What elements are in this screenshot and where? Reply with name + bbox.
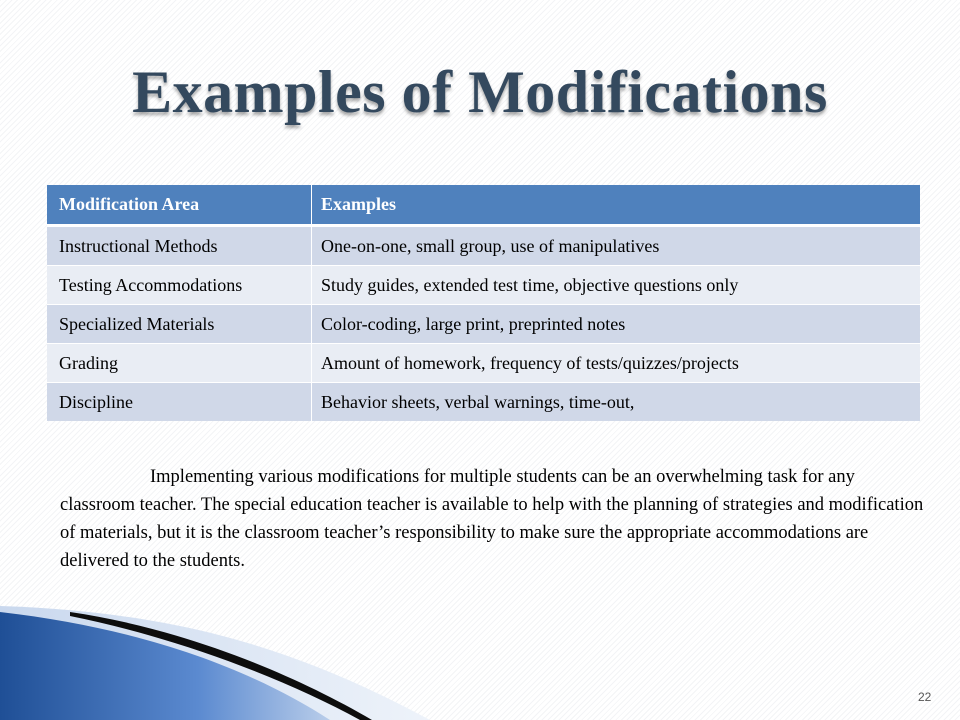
body-paragraph: Implementing various modifications for multiple students can be an overwhelming task for any classroom teacher. The special education teacher is available to help with the planning of strategies and modification of materials, but it is the classroom teacher’s responsibility to make sure the appropriate accommodations are delivered to the students. [60,467,924,571]
table-cell-area: Grading [47,343,311,382]
table-row [47,265,920,304]
slide-title: Examples of Modifications [132,59,828,125]
swoosh-dark-stroke [70,612,372,720]
table-header-row [47,185,920,226]
table-cell-area: Instructional Methods [47,226,311,265]
table-row [47,382,920,421]
table-cell-examples: Color-coding, large print, preprinted notes [311,304,920,343]
table-row [47,226,920,265]
table-cell-examples: Study guides, extended test time, objective questions only [311,265,920,304]
table-cell-area: Specialized Materials [47,304,311,343]
header-modification-area: Modification Area [47,185,311,226]
header-examples: Examples [311,185,920,226]
swoosh-blue-band [0,612,330,720]
table-cell-examples: One-on-one, small group, use of manipulatives [311,226,920,265]
modifications-table [47,185,920,421]
table-cell-area: Testing Accommodations [47,265,311,304]
table-cell-examples: Amount of homework, frequency of tests/quizzes/projects [311,343,920,382]
table-cell-area: Discipline [47,382,311,421]
table-row [47,304,920,343]
table-row [47,343,920,382]
page-number: 22 [918,690,932,704]
swoosh-light-band [0,606,430,720]
table-cell-examples: Behavior sheets, verbal warnings, time-out, [311,382,920,421]
